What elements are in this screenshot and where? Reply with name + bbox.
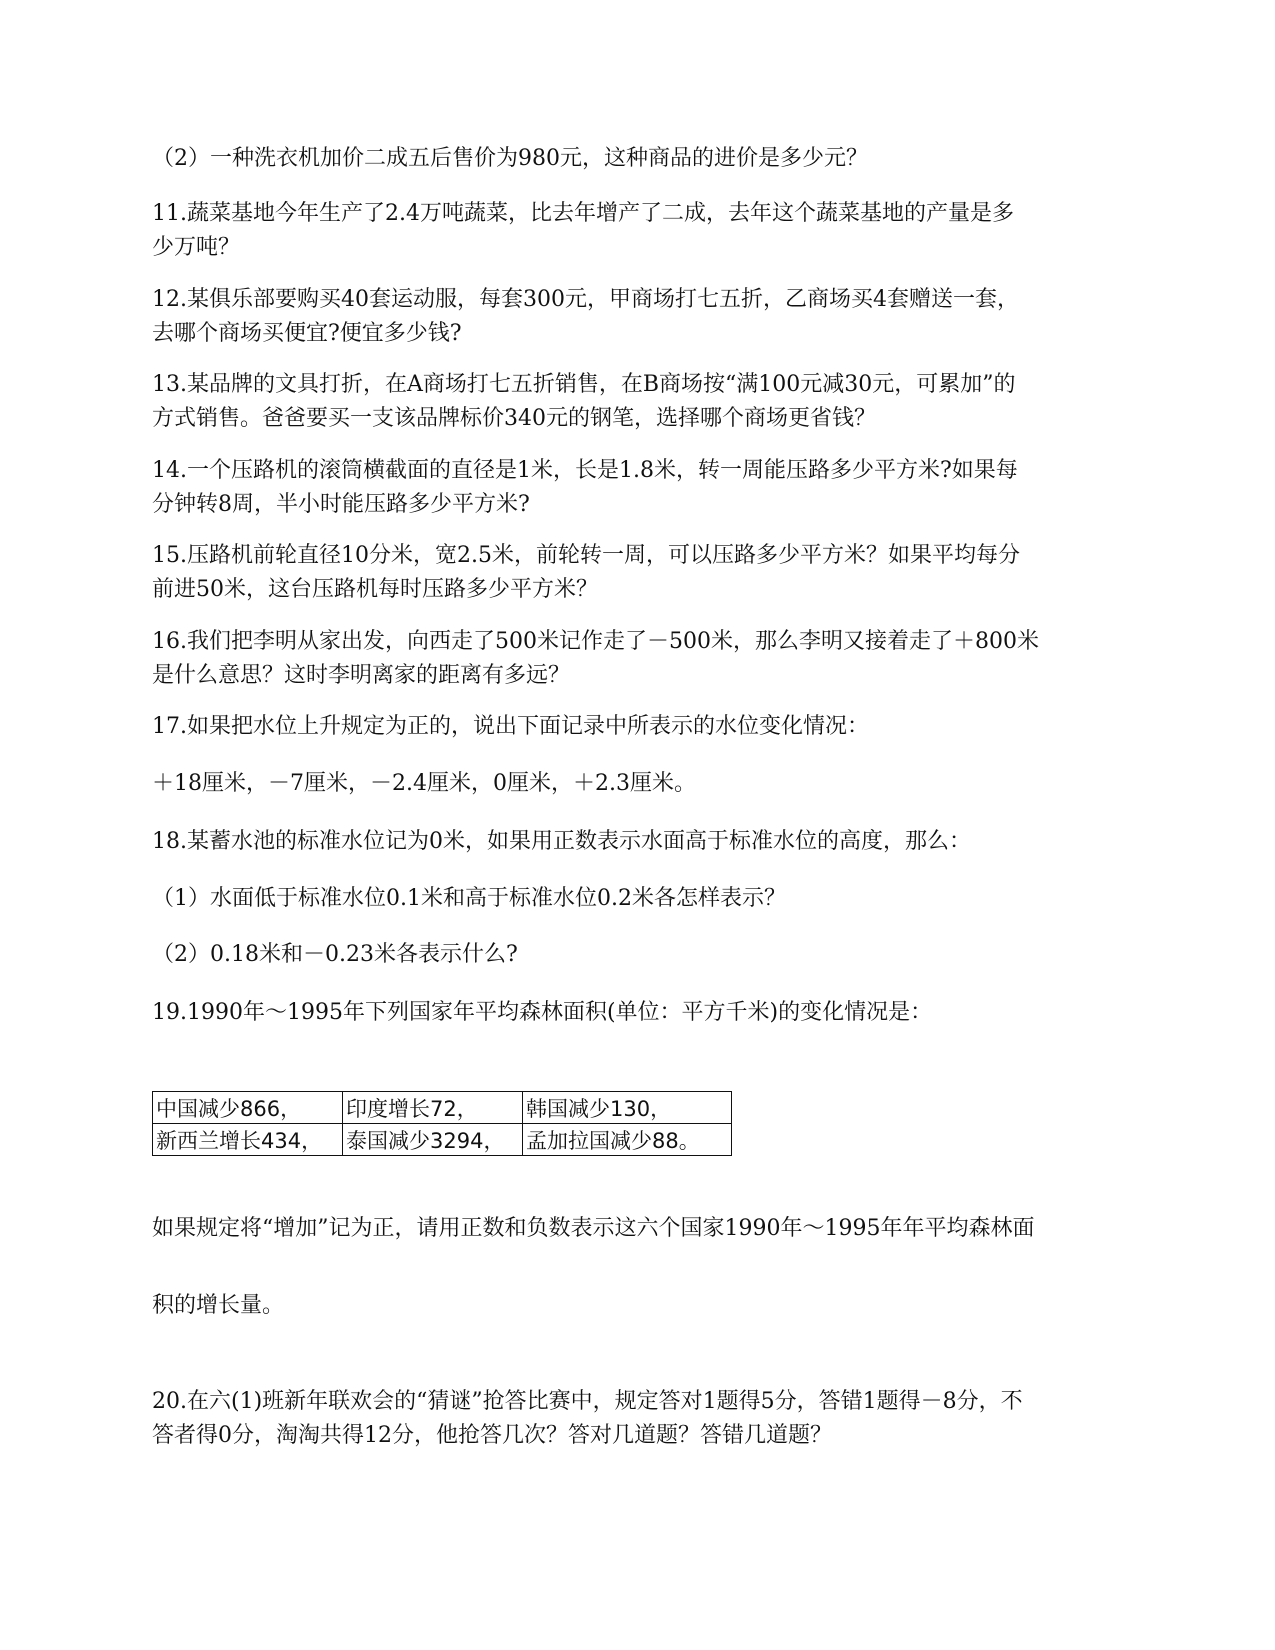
question-19-instruction-line-1 — [152, 1212, 1132, 1246]
table-cell: 印度增长72， — [343, 1092, 523, 1124]
text-line: 18.某蓄水池的标准水位记为0米，如果用正数表示水面高于标准水位的高度，那么： — [152, 829, 971, 854]
text-line: 少万吨？ — [152, 235, 241, 260]
question-18-part-2 — [152, 938, 1132, 972]
question-14 — [152, 454, 1132, 522]
table-cell: 新西兰增长434， — [153, 1124, 343, 1156]
question-19-instruction-line-2 — [152, 1289, 1132, 1323]
question-13 — [152, 368, 1132, 436]
table-row — [153, 1124, 732, 1156]
text-line: 11.蔬菜基地今年生产了2.4万吨蔬菜，比去年增产了二成，去年这个蔬菜基地的产量是多 — [152, 201, 1014, 226]
text-line: 19.1990年～1995年下列国家年平均森林面积(单位：平方千米)的变化情况是： — [152, 1000, 933, 1025]
table-cell: 韩国减少130， — [523, 1092, 732, 1124]
text-line: （2）0.18米和－0.23米各表示什么? — [152, 942, 518, 967]
table-cell: 孟加拉国减少88。 — [523, 1124, 732, 1156]
text-line: 分钟转8周，半小时能压路多少平方米? — [152, 492, 530, 517]
text-line: ＋18厘米，－7厘米，－2.4厘米，0厘米，＋2.3厘米。 — [152, 771, 696, 796]
text-line: 16.我们把李明从家出发，向西走了500米记作走了－500米，那么李明又接着走了＋800米 — [152, 629, 1039, 654]
text-line: 如果规定将“增加”记为正，请用正数和负数表示这六个国家1990年～1995年年平均森林面 — [152, 1216, 1035, 1241]
question-17-values — [152, 767, 1132, 801]
question-12 — [152, 283, 1132, 351]
question-11 — [152, 197, 1132, 265]
question-16 — [152, 625, 1132, 693]
question-20 — [152, 1385, 1132, 1453]
text-line: 20.在六(1)班新年联欢会的“猜谜”抢答比赛中，规定答对1题得5分，答错1题得－8分，不 — [152, 1389, 1023, 1414]
text-line: 17.如果把水位上升规定为正的，说出下面记录中所表示的水位变化情况： — [152, 714, 869, 739]
text-line: 答者得0分，淘淘共得12分，他抢答几次？答对几道题？答错几道题？ — [152, 1423, 832, 1448]
question-10-part-2 — [152, 142, 1132, 176]
table-row — [153, 1092, 732, 1124]
table-cell: 泰国减少3294， — [343, 1124, 523, 1156]
text-line: 15.压路机前轮直径10分米，宽2.5米，前轮转一周，可以压路多少平方米？如果平均每分 — [152, 543, 1020, 568]
question-19 — [152, 996, 1132, 1030]
text-line: 积的增长量。 — [152, 1293, 285, 1318]
question-17 — [152, 710, 1132, 744]
text-line: （1）水面低于标准水位0.1米和高于标准水位0.2米各怎样表示？ — [152, 886, 786, 911]
text-line: 去哪个商场买便宜?便宜多少钱? — [152, 321, 462, 346]
text-line: 13.某品牌的文具打折，在A商场打七五折销售，在B商场按“满100元减30元，可累加”的 — [152, 372, 1016, 397]
forest-area-table — [152, 1091, 732, 1156]
text-line: （2）一种洗衣机加价二成五后售价为980元，这种商品的进价是多少元？ — [152, 146, 868, 171]
text-line: 14.一个压路机的滚筒横截面的直径是1米，长是1.8米，转一周能压路多少平方米?如果每 — [152, 458, 1018, 483]
table-cell: 中国减少866， — [153, 1092, 343, 1124]
text-line: 是什么意思？这时李明离家的距离有多远？ — [152, 663, 571, 688]
text-line: 12.某俱乐部要购买40套运动服，每套300元，甲商场打七五折，乙商场买4套赠送一套， — [152, 287, 1019, 312]
question-18 — [152, 825, 1132, 859]
question-18-part-1 — [152, 882, 1132, 916]
text-line: 前进50米，这台压路机每时压路多少平方米？ — [152, 577, 598, 602]
question-15 — [152, 539, 1132, 607]
text-line: 方式销售。爸爸要买一支该品牌标价340元的钢笔，选择哪个商场更省钱？ — [152, 406, 876, 431]
